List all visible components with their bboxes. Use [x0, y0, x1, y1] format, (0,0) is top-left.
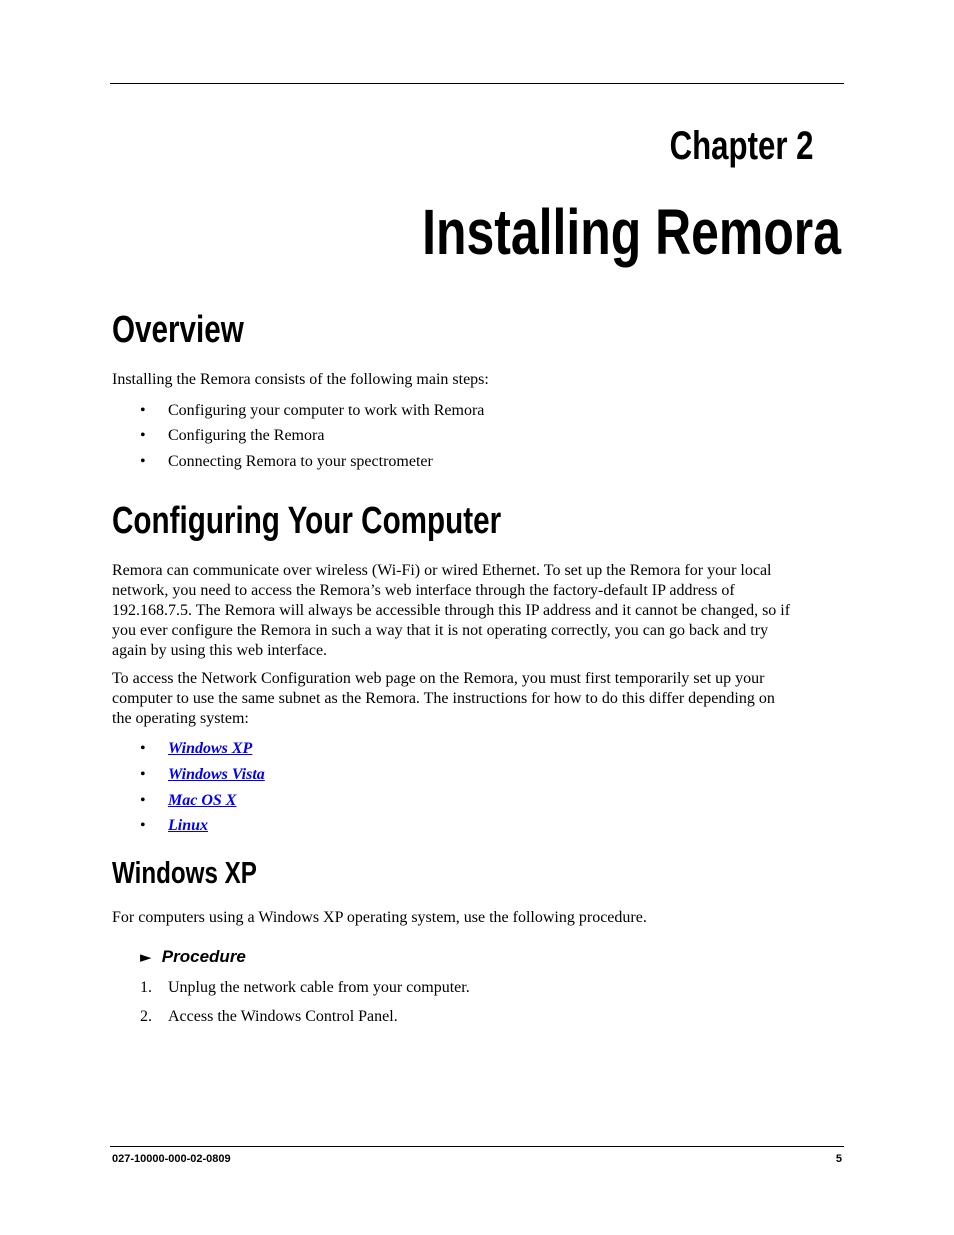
bullet-icon: • [140, 792, 146, 809]
overview-intro: Installing the Remora consists of the following main steps: [112, 371, 489, 388]
procedure-label: ► Procedure [140, 947, 246, 966]
link-windows-xp[interactable]: Windows XP [168, 740, 253, 757]
windows-xp-heading: Windows XP [112, 855, 257, 890]
chapter-label: Chapter 2 [669, 124, 813, 168]
windows-xp-intro: For computers using a Windows XP operating system, use the following procedure. [112, 909, 647, 926]
link-mac-os-x[interactable]: Mac OS X [168, 792, 237, 809]
bullet-icon: • [140, 766, 146, 783]
footer-rule [110, 1146, 844, 1147]
bullet-icon: • [140, 402, 146, 419]
link-linux[interactable]: Linux [168, 817, 209, 834]
configuring-paragraph-2: To access the Network Configuration web page on the Remora, you must first temporarily set up your computer to use the same subnet as the Remora. The instructions for how to do this differ depending on the operating system: [112, 670, 775, 727]
page-number: 5 [835, 1153, 842, 1165]
bullet-icon: • [140, 427, 146, 444]
play-arrow-icon: ► [140, 948, 152, 966]
overview-heading: Overview [112, 309, 244, 351]
link-windows-vista[interactable]: Windows Vista [168, 766, 265, 783]
bullet-icon: • [140, 453, 146, 470]
document-number: 027-10000-000-02-0809 [112, 1153, 231, 1165]
header-rule [110, 83, 844, 84]
bullet-icon: • [140, 817, 146, 834]
configuring-paragraph-1: Remora can communicate over wireless (Wi-Fi) or wired Ethernet. To set up the Remora for your local network, you need to access the Remora’s web interface through the factory-default IP address of 192.168.7.5. The Remora will always be accessible through this IP address and it cannot be changed, so if you ever configure the Remora in such a way that it is not operating correctly, you can go back and try again by using this web interface. [112, 562, 791, 659]
chapter-title: Installing Remora [422, 196, 841, 268]
bullet-icon: • [140, 740, 146, 757]
configuring-heading: Configuring Your Computer [112, 500, 502, 542]
